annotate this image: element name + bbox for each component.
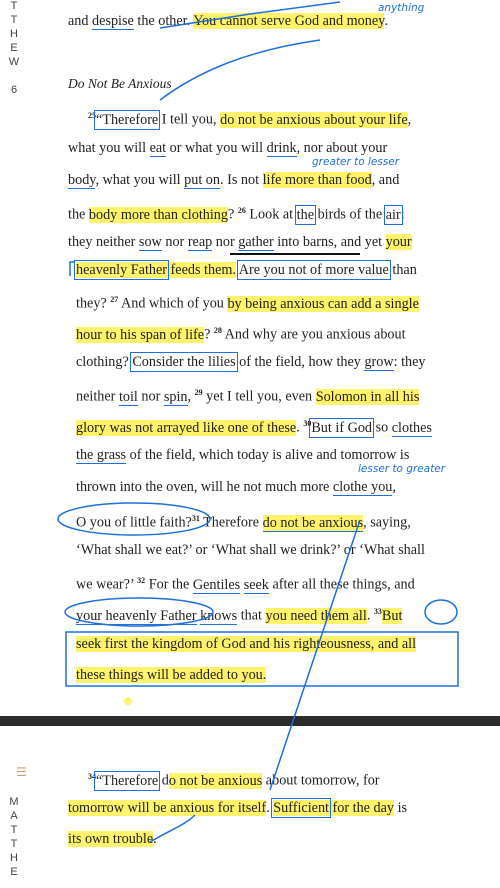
text-line: the body more than clothing? $^{26}$ Look at the birds of the air: [68, 206, 405, 223]
text-line: these things will be added to you. [76, 667, 267, 683]
text-line: we wear?’ $^{32}$ For the Gentiles seek after all these things, and [76, 576, 415, 593]
text-line: what you will eat or what you will drink, nor about your [68, 140, 388, 156]
text-line: thrown into the oven, will he not much more clothe you, [76, 479, 396, 495]
annotation-greater-to-lesser: greater to lesser [312, 156, 400, 168]
list-icon[interactable]: ☰ [16, 765, 27, 779]
annotation-lesser-to-greater: lesser to greater [358, 463, 446, 475]
chapter-side-label: MATTHE [8, 796, 20, 880]
text-line: glory was not arrayed like one of these. $^{30}$But if God so clothes [76, 419, 432, 436]
text-line: O you of little faith?$^{31}$ Therefore do not be anxious, saying, [76, 514, 411, 531]
text-line: body, what you will put on. Is not life more than food, and [68, 172, 400, 188]
text-line: its own trouble. [68, 831, 157, 847]
text-line: tomorrow will be anxious for itself. Sufficient for the day is [68, 800, 408, 816]
text-line: they neither sow nor reap nor gather into barns, and yet your [68, 234, 412, 250]
text-line: $^{34}$“Therefore do not be anxious about tomorrow, for [88, 772, 380, 789]
text-line: heavenly Father feeds them. Are you not of more value than [76, 262, 417, 278]
text-line: and despise the other. You cannot serve God and money. [68, 13, 388, 29]
text-line: seek first the kingdom of God and his righteousness, and all [76, 636, 417, 652]
text-line: clothing? Consider the lilies of the field, how they grow: they [76, 354, 426, 370]
chapter-side-label: TTHEW 6 [8, 0, 20, 98]
annotation-anything: anything [378, 2, 425, 14]
section-heading: Do Not Be Anxious [68, 76, 172, 91]
text-line: hour to his span of life? $^{28}$ And why are you anxious about [76, 326, 406, 343]
text-line: your heavenly Father knows that you need them all. $^{33}$But [76, 607, 403, 624]
text-line: they? $^{27}$ And which of you by being anxious can add a single [76, 295, 419, 312]
text-line: neither toil nor spin, $^{29}$ yet I tell you, even Solomon in all his [76, 388, 420, 405]
text-line: $^{25}$“Therefore I tell you, do not be anxious about your life, [88, 111, 412, 128]
text-line: the grass of the field, which today is alive and tomorrow is [76, 447, 410, 463]
text-line: ‘What shall we eat?’ or ‘What shall we drink?’ or ‘What shall [76, 542, 425, 558]
page-divider [0, 716, 500, 726]
